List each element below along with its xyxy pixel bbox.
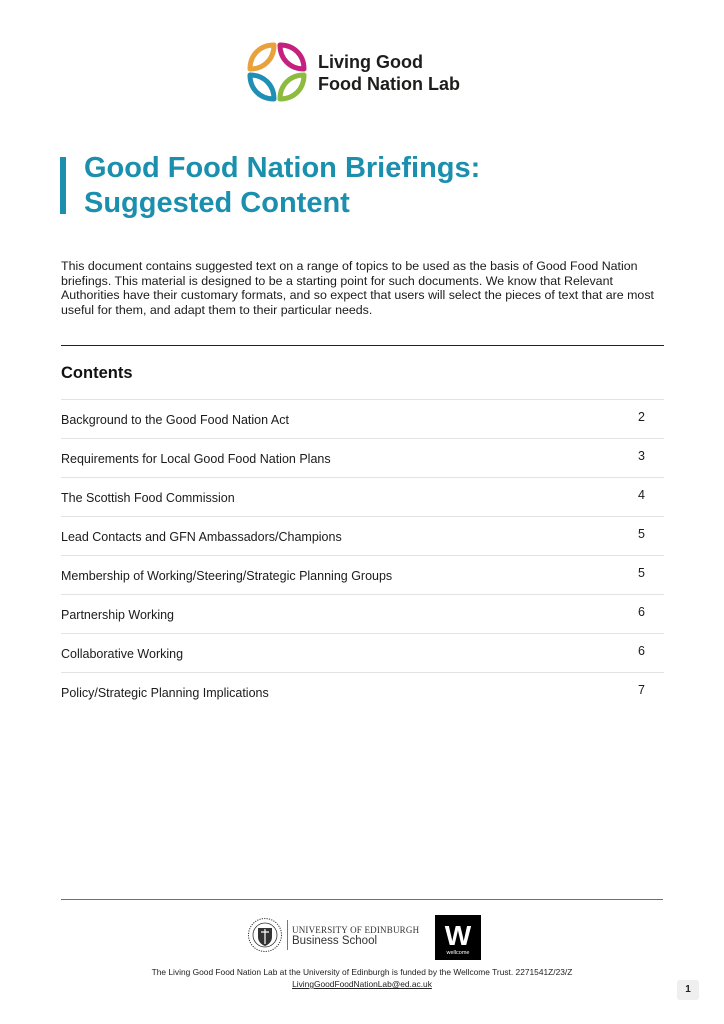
- svg-text:wellcome: wellcome: [446, 950, 470, 956]
- contents-divider: [61, 345, 664, 346]
- leaf-petals-logo-icon: [246, 41, 308, 103]
- funding-statement: The Living Good Food Nation Lab at the University of Edinburgh is funded by the Wellcome Trust. 2271541Z/23/Z: [151, 967, 573, 977]
- wellcome-mark: [435, 915, 481, 960]
- toc-item-page: 6: [638, 605, 645, 619]
- page-title: [84, 151, 480, 221]
- toc-item-membership[interactable]: [61, 555, 664, 594]
- logo-line-1: Living Good: [318, 52, 423, 72]
- toc-item-background[interactable]: [61, 399, 664, 438]
- table-of-contents: [61, 399, 664, 711]
- uoe-school: Business School: [292, 935, 378, 947]
- contents-heading: Contents: [61, 364, 133, 382]
- svg-text:W: W: [444, 920, 472, 951]
- toc-item-page: 3: [638, 449, 645, 463]
- logo-line-2: Food Nation Lab: [318, 74, 460, 94]
- toc-item-page: 5: [638, 566, 645, 580]
- contact-email-link[interactable]: LivingGoodFoodNationLab@ed.ac.uk: [292, 979, 432, 989]
- toc-item-page: 5: [638, 527, 645, 541]
- toc-item-title: Lead Contacts and GFN Ambassadors/Champions: [61, 530, 342, 544]
- uoe-logo-divider: [287, 920, 288, 950]
- intro-paragraph: This document contains suggested text on a range of topics to be used as the basis of Good Food Nation briefings. This material is designed to be a starting point for such documents. We know that Relevant Authorities have their customary formats, and so expect that users will select the pieces of text that are most useful for them, and adapt them to their particular needs.: [61, 259, 654, 318]
- toc-item-food-commission[interactable]: [61, 477, 664, 516]
- toc-item-page: 7: [638, 683, 645, 697]
- lab-logo: [246, 41, 486, 105]
- toc-item-title: Policy/Strategic Planning Implications: [61, 686, 269, 700]
- toc-item-requirements[interactable]: [61, 438, 664, 477]
- toc-item-partnership[interactable]: [61, 594, 664, 633]
- toc-item-title: Partnership Working: [61, 608, 175, 622]
- footer-divider: [61, 899, 663, 900]
- uoe-name: UNIVERSITY OF EDINBURGH: [292, 925, 420, 935]
- toc-item-title: Background to the Good Food Nation Act: [61, 413, 289, 427]
- toc-item-lead-contacts[interactable]: [61, 516, 664, 555]
- toc-item-title: Requirements for Local Good Food Nation Plans: [61, 452, 331, 466]
- page-number-badge: 1: [677, 980, 699, 1000]
- toc-item-page: 2: [638, 410, 645, 424]
- toc-item-title: Membership of Working/Steering/Strategic Planning Groups: [61, 569, 393, 583]
- wellcome-logo-icon: [435, 915, 481, 960]
- toc-item-page: 6: [638, 644, 645, 658]
- toc-item-title: The Scottish Food Commission: [61, 491, 235, 505]
- toc-item-collaborative[interactable]: [61, 633, 664, 672]
- university-crest-icon: [247, 917, 283, 953]
- toc-item-policy[interactable]: [61, 672, 664, 711]
- logo-wordmark: [318, 51, 460, 95]
- toc-item-page: 4: [638, 488, 645, 502]
- title-line-2: Suggested Content: [84, 187, 350, 219]
- title-line-1: Good Food Nation Briefings:: [84, 152, 481, 184]
- title-accent-bar: [60, 157, 66, 214]
- toc-item-title: Collaborative Working: [61, 647, 184, 661]
